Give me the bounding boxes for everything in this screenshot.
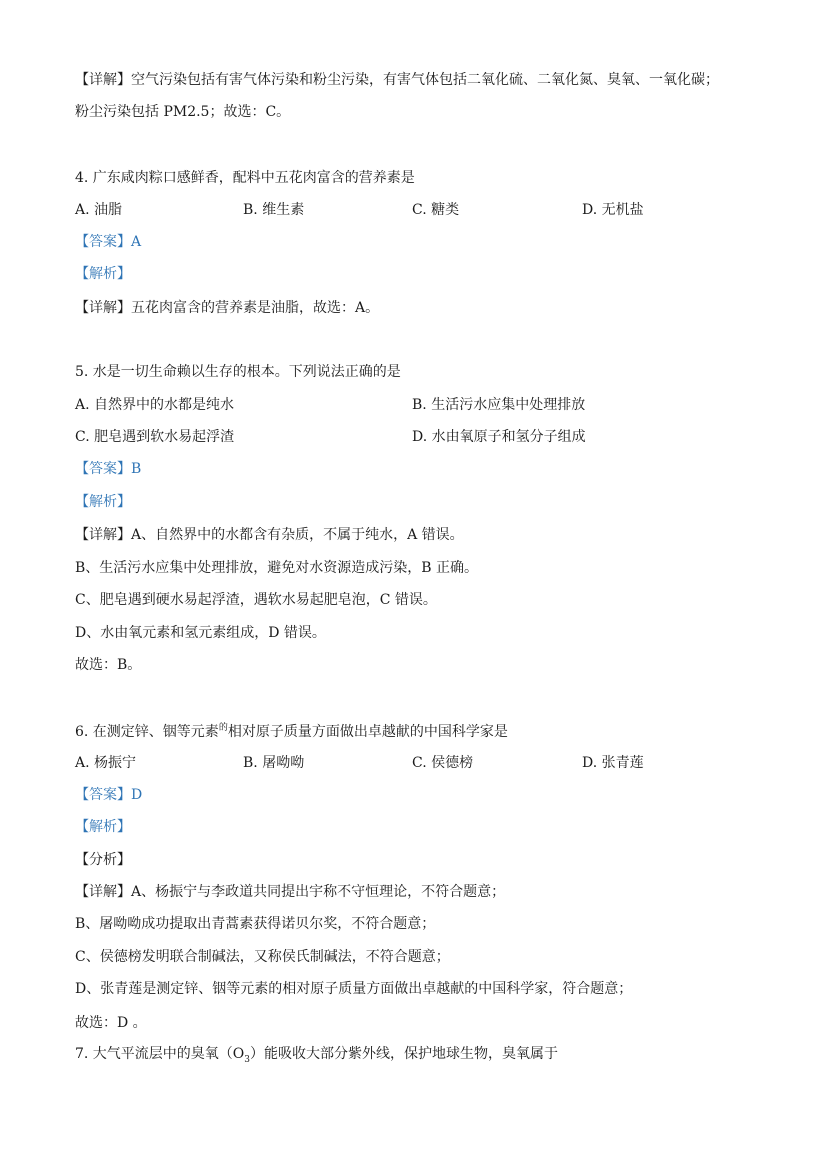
q5-detail-line-1: 【详解】A、自然界中的水都含有杂质，不属于纯水，A 错误。 (75, 527, 464, 543)
q6-stem-part-1: 6. 在测定锌、铟等元素 (75, 724, 219, 740)
q6-detail-line-4: D、张青莲是测定锌、铟等元素的相对原子质量方面做出卓越献的中国科学家，符合题意； (75, 981, 633, 997)
q4-answer: 【答案】A (75, 234, 142, 250)
q6-option-c: C. 侯德榜 (412, 755, 474, 771)
q7-stem-subscript: 3 (244, 1054, 251, 1065)
q4-analysis-label: 【解析】 (75, 266, 131, 282)
q5-detail-line-3: C、肥皂遇到硬水易起浮渣，遇软水易起肥皂泡，C 错误。 (75, 592, 437, 608)
q6-stem-mark: 的 (218, 723, 228, 733)
q5-detail-line-2: B、生活污水应集中处理排放，避免对水资源造成污染，B 正确。 (75, 560, 479, 576)
q6-conclusion: 故选：D 。 (75, 1015, 147, 1031)
q6-detail-line-2: B、屠呦呦成功提取出青蒿素获得诺贝尔奖，不符合题意； (75, 916, 436, 932)
q5-option-c: C. 肥皂遇到软水易起浮渣 (75, 429, 235, 445)
q4-option-a: A. 油脂 (75, 202, 123, 218)
q5-option-a: A. 自然界中的水都是纯水 (75, 397, 235, 413)
q5-stem: 5. 水是一切生命赖以生存的根本。下列说法正确的是 (75, 364, 401, 380)
q5-analysis-label: 【解析】 (75, 494, 131, 510)
q3-detail-line-1: 【详解】空气污染包括有害气体污染和粉尘污染，有害气体包括二氧化硫、二氧化氮、臭氧、一氧化碳； (75, 72, 719, 88)
q4-option-b: B. 维生素 (243, 202, 305, 218)
q5-detail-line-4: D、水由氧元素和氢元素组成，D 错误。 (75, 625, 326, 641)
q4-detail: 【详解】五花肉富含的营养素是油脂，故选：A。 (75, 300, 380, 316)
q4-stem: 4. 广东咸肉粽口感鲜香，配料中五花肉富含的营养素是 (75, 170, 415, 186)
q7-stem (75, 1044, 558, 1070)
q6-option-b: B. 屠呦呦 (243, 755, 305, 771)
q6-stem (75, 722, 508, 744)
q4-option-d: D. 无机盐 (582, 202, 644, 218)
q6-option-d: D. 张青莲 (582, 755, 644, 771)
q6-detail-line-3: C、侯德榜发明联合制碱法，又称侯氏制碱法，不符合题意； (75, 949, 450, 965)
q6-option-a: A. 杨振宁 (75, 755, 137, 771)
q5-answer: 【答案】B (75, 461, 142, 477)
q6-answer: 【答案】D (75, 787, 143, 803)
q4-option-c: C. 糖类 (412, 202, 460, 218)
q6-stem-part-2: 相对原子质量方面做出卓越献的中国科学家是 (227, 724, 508, 740)
q6-fenxi-label: 【分析】 (75, 852, 131, 868)
q6-detail-line-1: 【详解】A、杨振宁与李政道共同提出宇称不守恒理论，不符合题意； (75, 884, 506, 900)
q5-option-b: B. 生活污水应集中处理排放 (412, 397, 586, 413)
q3-detail-line-2: 粉尘污染包括 PM2.5；故选：C。 (75, 104, 291, 120)
q5-conclusion: 故选：B。 (75, 657, 142, 673)
q5-option-d: D. 水由氧原子和氢分子组成 (412, 429, 586, 445)
q7-stem-part-2: ）能吸收大部分紫外线，保护地球生物，臭氧属于 (250, 1046, 559, 1062)
q7-stem-part-1: 7. 大气平流层中的臭氧（O (75, 1046, 245, 1062)
q6-analysis-label: 【解析】 (75, 819, 131, 835)
